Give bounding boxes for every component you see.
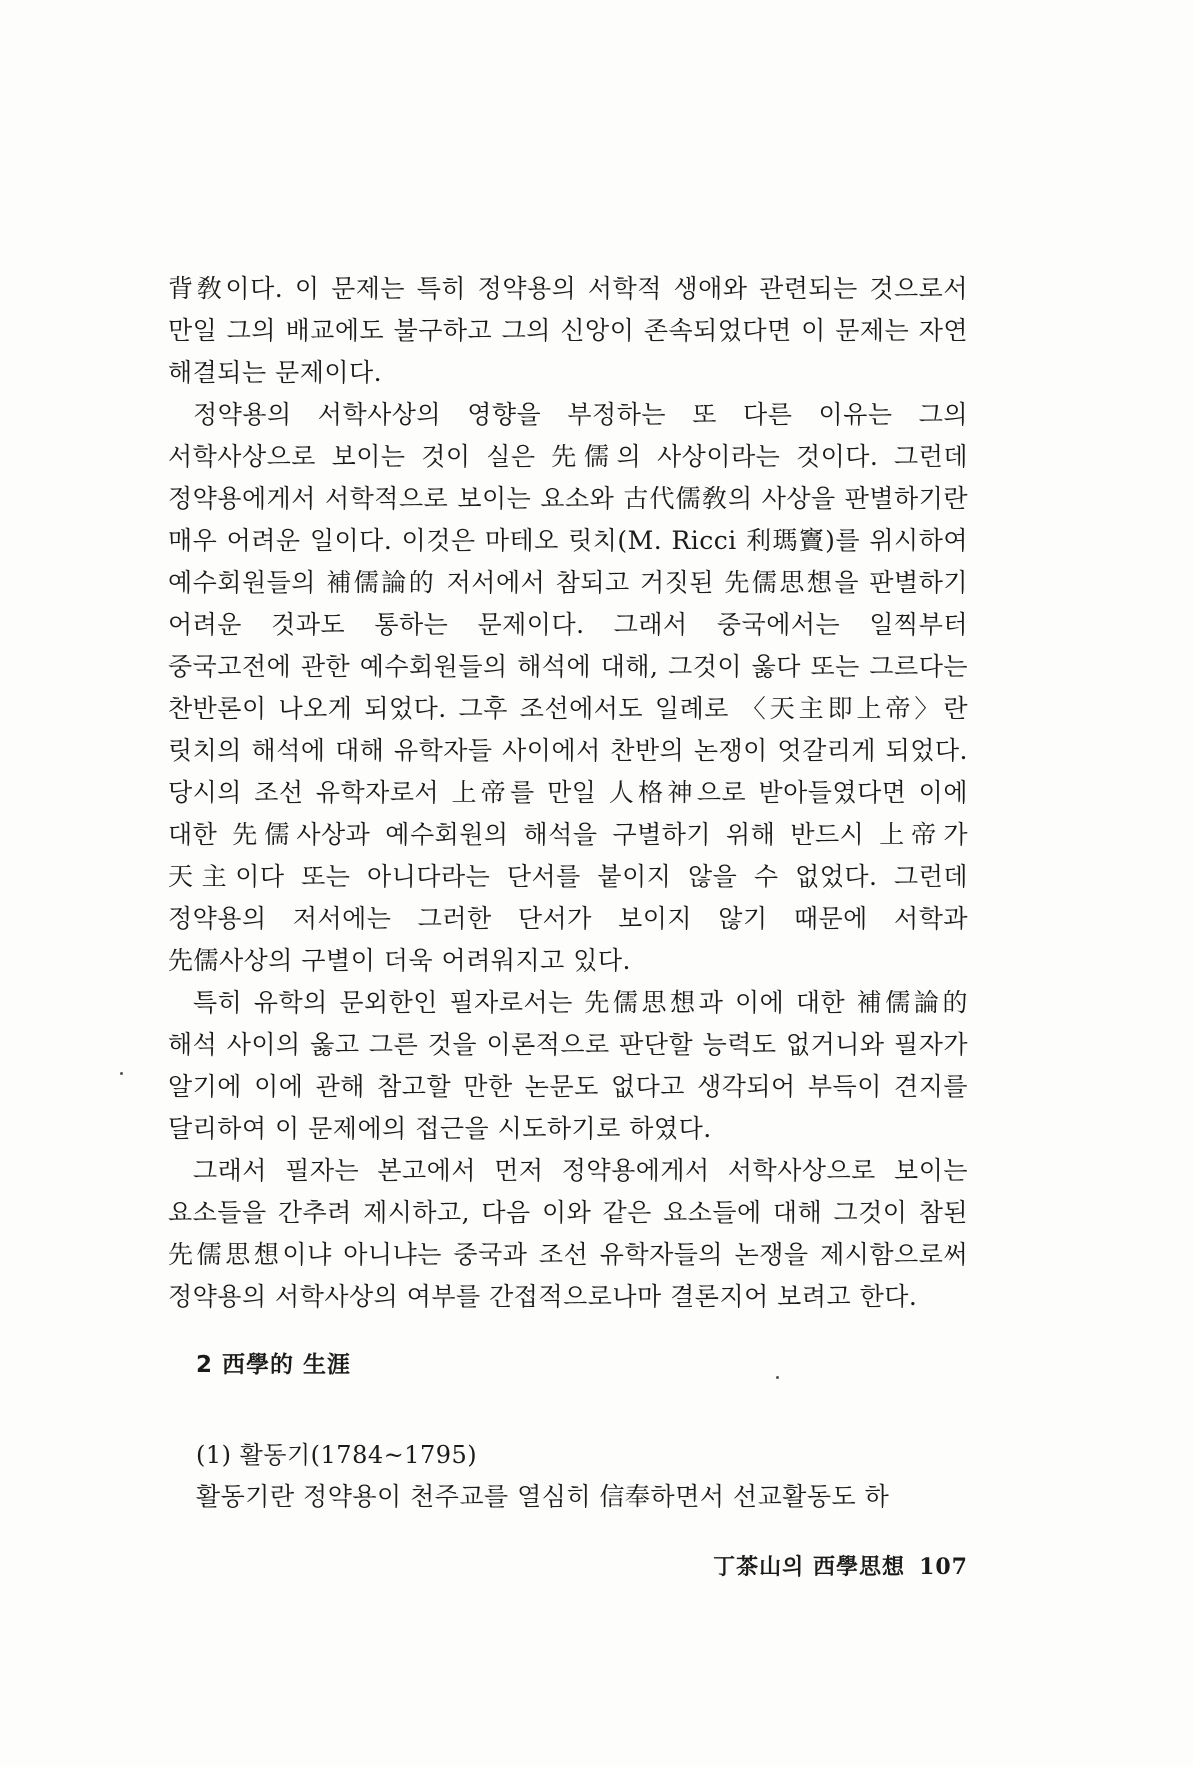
paragraph: 정약용의 서학사상의 영향을 부정하는 또 다른 이유는 그의 서학사상으로 보이는 것이 실은 先儒의 사상이라는 것이다. 그런데 정약용에게서 서학적으로 보이는 요소와 古代儒敎의 사상을 판별하기란 매우 어려운 일이다. 이것은 마테오 릿치(M. Ricci 利瑪竇)를 위시하여 예수회원들의 補儒論的 저서에서 참되고 거짓된 先儒思想을 판별하기 어려운 것과도 통하는 문제이다. 그래서 중국에서는 일찍부터 중국고전에 관한 예수회원들의 해석에 대해, 그것이 옳다 또는 그르다는 찬반론이 나오게 되었다. 그후 조선에서도 일례로 〈天主即上帝〉란 릿치의 해석에 대해 유학자들 사이에서 찬반의 논쟁이 엇갈리게 되었다. 당시의 조선 유학자로서 上帝를 만일 人格神으로 받아들였다면 이에 대한 先儒사상과 예수회원의 해석을 구별하기 위해 반드시 上帝가 天主이다 또는 아니다라는 단서를 붙이지 않을 수 없었다. 그런데 정약용의 저서에는 그러한 단서가 보이지 않기 때문에 서학과 先儒사상의 구별이 더욱 어려워지고 있다. [168, 400, 968, 975]
body-text [168, 268, 968, 1318]
paragraph: 특히 유학의 문외한인 필자로서는 先儒思想과 이에 대한 補儒論的 해석 사이의 옳고 그른 것을 이론적으로 판단할 능력도 없거니와 필자가 알기에 이에 관해 참고할 만한 논문도 없다고 생각되어 부득이 견지를 달리하여 이 문제에의 접근을 시도하기로 하였다. [168, 988, 968, 1143]
running-footer [713, 1550, 968, 1581]
subsection-heading: (1) 활동기(1784~1795) [196, 1441, 478, 1469]
paragraph: 그래서 필자는 본고에서 먼저 정약용에게서 서학사상으로 보이는 요소들을 간추려 제시하고, 다음 이와 같은 요소들에 대해 그것이 참된 先儒思想이냐 아니냐는 중국과 조선 유학자들의 논쟁을 제시함으로써 정약용의 서학사상의 여부를 간접적으로나마 결론지어 보려고 한다. [168, 1156, 968, 1311]
running-title: 丁茶山의 西學思想 [713, 1554, 906, 1580]
paragraph-start: 활동기란 정약용이 천주교를 열심히 信奉하면서 선교활동도 하 [196, 1482, 890, 1511]
scan-speck [120, 1072, 123, 1075]
page-number: 107 [919, 1554, 968, 1580]
section-heading: 2 西學的 生涯 [196, 1352, 352, 1378]
paragraph-continued: 背敎이다. 이 문제는 특히 정약용의 서학적 생애와 관련되는 것으로서 만일 그의 배교에도 불구하고 그의 신앙이 존속되었다면 이 문제는 자연 해결되는 문제이다. [168, 274, 968, 387]
scan-speck [776, 1376, 779, 1379]
